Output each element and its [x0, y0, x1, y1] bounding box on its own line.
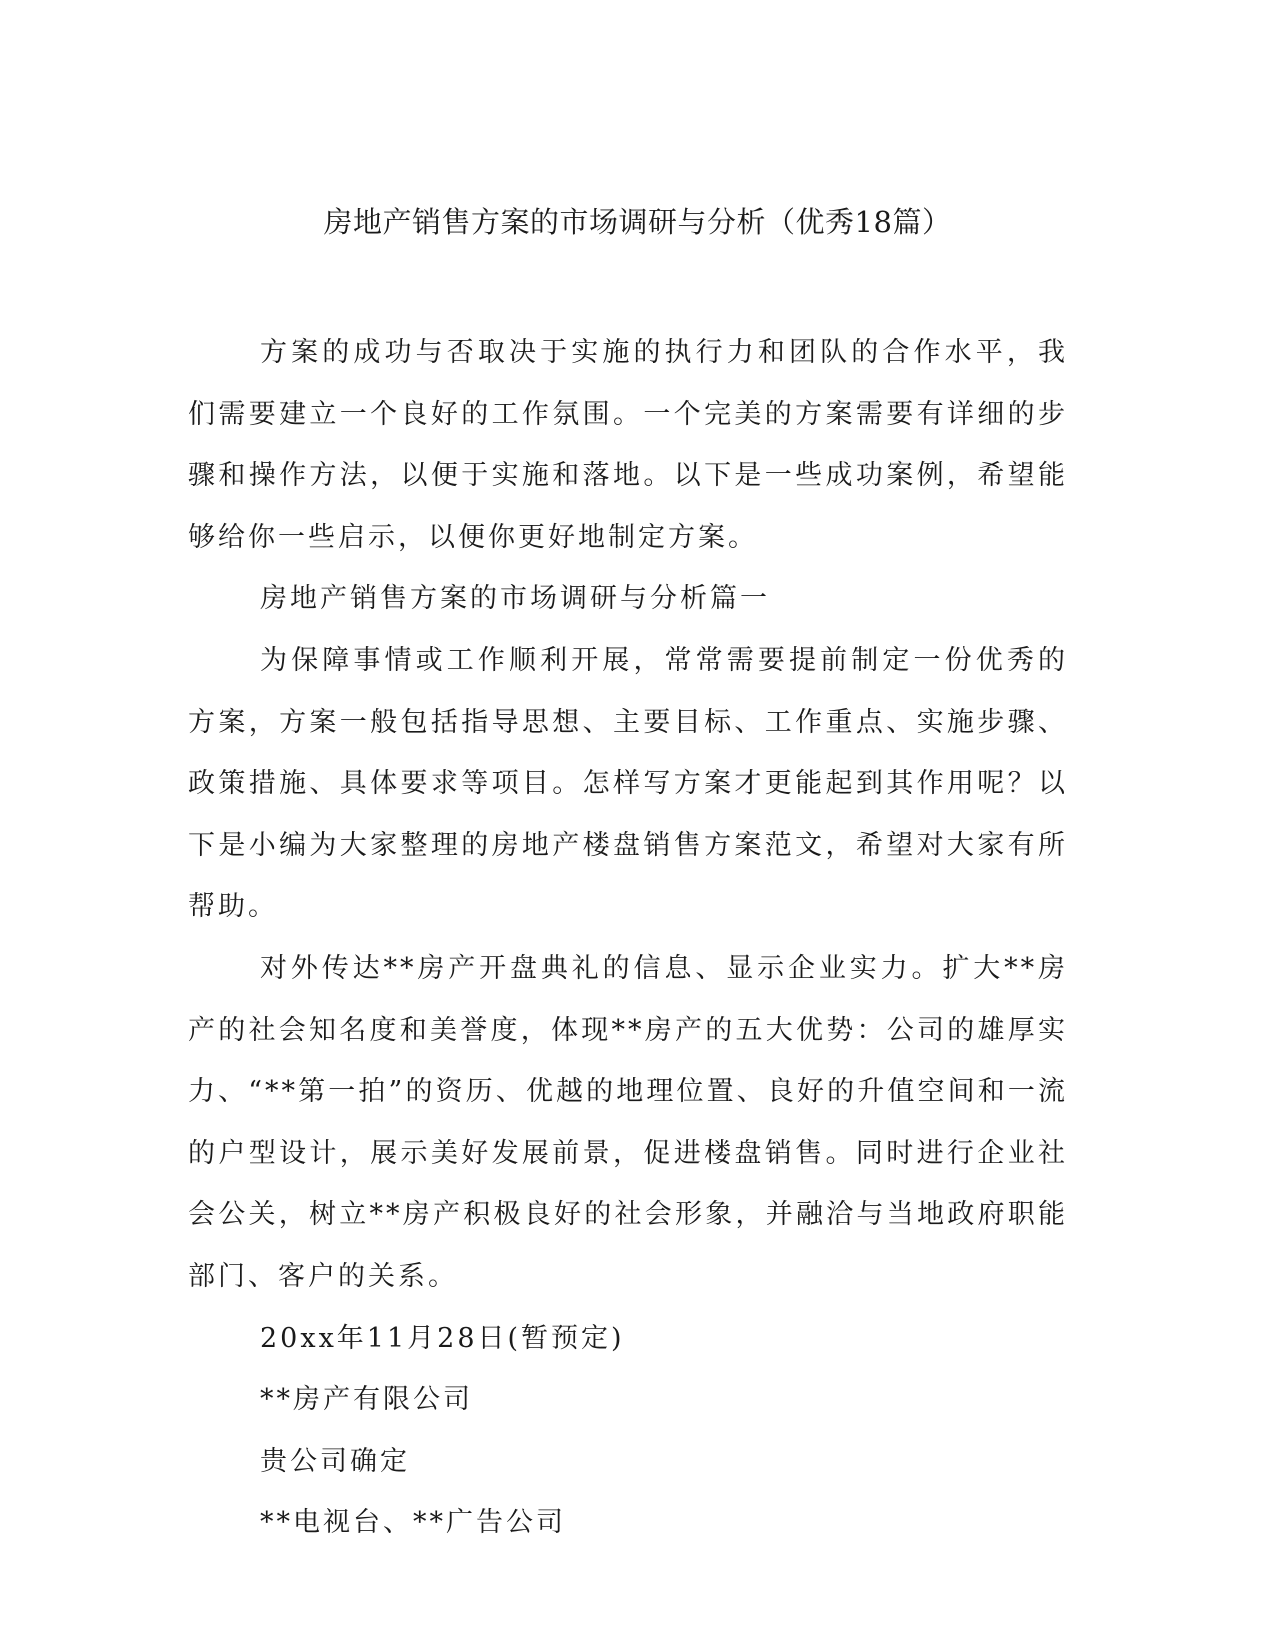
document-title: 房地产销售方案的市场调研与分析（优秀18篇） [323, 205, 952, 239]
paragraph-plan-purpose: 为保障事情或工作顺利开展，常常需要提前制定一份优秀的方案，方案一般包括指导思想、主要目标、工作重点、实施步骤、政策措施、具体要求等项目。怎样写方案才更能起到其作用呢？以下是小编为大家整理的房地产楼盘销售方案范文，希望对大家有所帮助。 [188, 644, 1068, 923]
intro-paragraph: 方案的成功与否取决于实施的执行力和团队的合作水平，我们需要建立一个良好的工作氛围。一个完美的方案需要有详细的步骤和操作方法，以便于实施和落地。以下是一些成功案例，希望能够给你一些启示，以便你更好地制定方案。 [188, 337, 1068, 553]
document-body [188, 322, 1068, 1554]
section-heading: 房地产销售方案的市场调研与分析篇一 [260, 583, 770, 615]
event-date: 20xx年11月28日(暂预定) [260, 1322, 625, 1354]
organizer-line: **房产有限公司 [260, 1384, 473, 1416]
paragraph-event-goal: 对外传达**房产开盘典礼的信息、显示企业实力。扩大**房产的社会知名度和美誉度，体现**房产的五大优势：公司的雄厚实力、“**第一拍”的资历、优越的地理位置、良好的升值空间和一流的户型设计，展示美好发展前景，促进楼盘销售。同时进行企业社会公关，树立**房产积极良好的社会形象，并融洽与当地政府职能部门、客户的关系。 [188, 952, 1068, 1292]
partners-line: **电视台、**广告公司 [260, 1507, 566, 1539]
venue-line: 贵公司确定 [260, 1445, 410, 1477]
